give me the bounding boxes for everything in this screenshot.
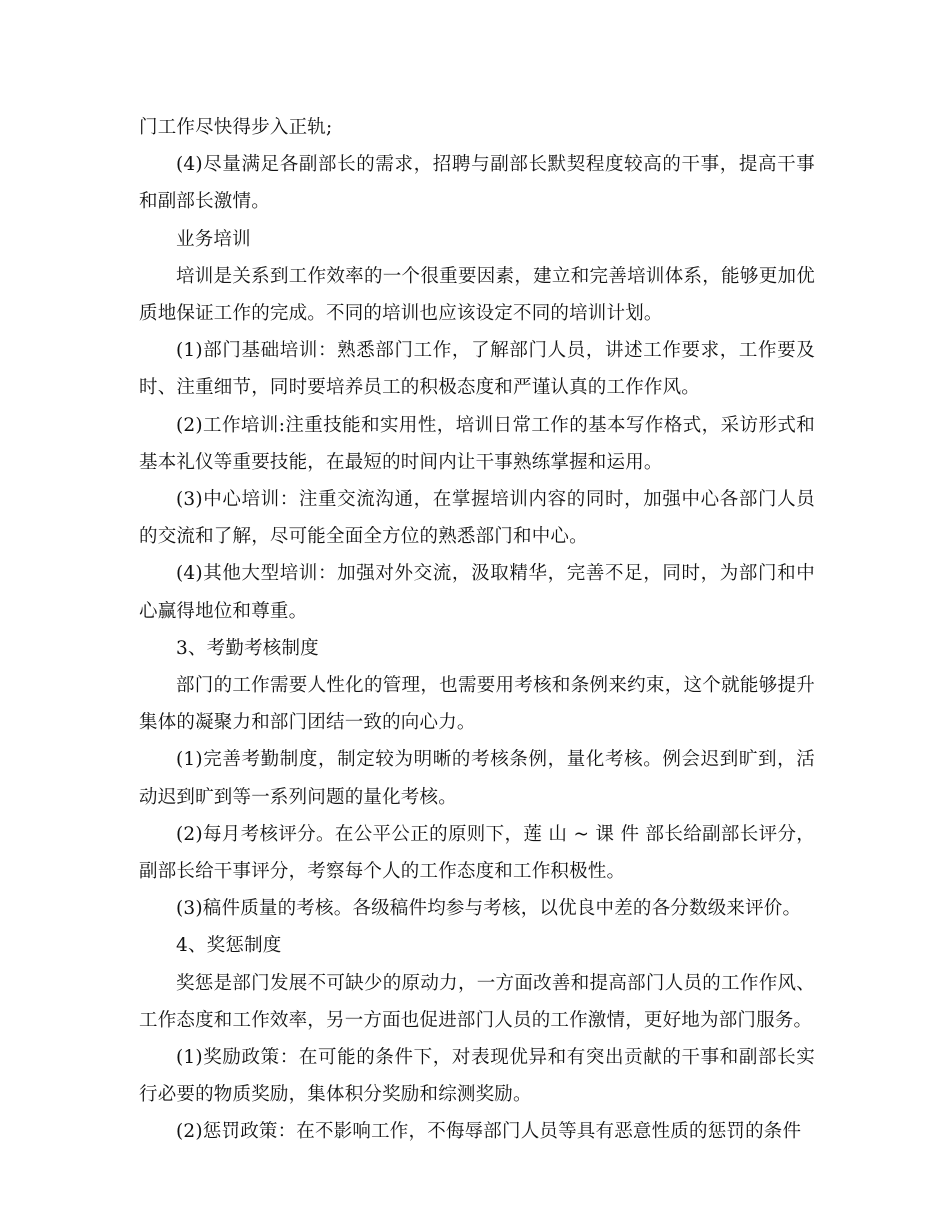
paragraph-rewards-intro: 奖惩是部门发展不可缺少的原动力，一方面改善和提高部门人员的工作作风、工作态度和工作效率，另一方面也促进部门人员的工作激情，更好地为部门服务。 — [139, 972, 815, 1031]
paragraph-rewards-item-1: (1)奖励政策：在可能的条件下，对表现优异和有突出贡献的干事和副部长实行必要的物质奖励，集体积分奖励和综测奖励。 — [139, 1047, 815, 1106]
paragraph-attendance-item-3: (3)稿件质量的考核。各级稿件均参与考核，以优良中差的各分数级来评价。 — [176, 898, 802, 920]
paragraph-attendance-intro: 部门的工作需要人性化的管理，也需要用考核和条例来约束，这个就能够提升集体的凝聚力和部门团结一致的向心力。 — [139, 675, 815, 734]
paragraph-continuation: 门工作尽快得步入正轨; — [139, 117, 333, 138]
document-body — [139, 109, 815, 1151]
paragraph-training-item-4: (4)其他大型培训：加强对外交流，汲取精华，完善不足，同时，为部门和中心赢得地位和尊重。 — [139, 563, 815, 622]
section-heading-business-training: 业务培训 — [176, 228, 251, 250]
paragraph-item-4-recruitment: (4)尽量满足各副部长的需求，招聘与副部长默契程度较高的干事，提高干事和副部长激情。 — [139, 154, 815, 213]
paragraph-attendance-item-1: (1)完善考勤制度，制定较为明晰的考核条例，量化考核。例会迟到旷到，活动迟到旷到等一系列问题的量化考核。 — [139, 749, 815, 808]
paragraph-training-intro: 培训是关系到工作效率的一个很重要因素，建立和完善培训体系，能够更加优质地保证工作的完成。不同的培训也应该设定不同的培训计划。 — [139, 265, 815, 325]
section-heading-attendance: 3、考勤考核制度 — [176, 637, 319, 659]
paragraph-attendance-item-2: (2)每月考核评分。在公平公正的原则下，莲 山 ~ 课 件 部长给副部长评分，副部长给干事评分，考察每个人的工作态度和工作积极性。 — [139, 823, 815, 883]
paragraph-training-item-1: (1)部门基础培训：熟悉部门工作，了解部门人员，讲述工作要求，工作要及时、注重细节，同时要培养员工的积极态度和严谨认真的工作作风。 — [139, 340, 815, 399]
paragraph-training-item-2: (2)工作培训:注重技能和实用性，培训日常工作的基本写作格式，采访形式和基本礼仪等重要技能，在最短的时间内让干事熟练掌握和运用。 — [139, 414, 815, 473]
section-heading-rewards: 4、奖惩制度 — [176, 935, 282, 957]
paragraph-training-item-3: (3)中心培训：注重交流沟通，在掌握培训内容的同时，加强中心各部门人员的交流和了解，尽可能全面全方位的熟悉部门和中心。 — [139, 489, 815, 548]
paragraph-rewards-item-2: (2)惩罚政策：在不影响工作，不侮辱部门人员等具有恶意性质的惩罚的条件 — [176, 1121, 802, 1143]
